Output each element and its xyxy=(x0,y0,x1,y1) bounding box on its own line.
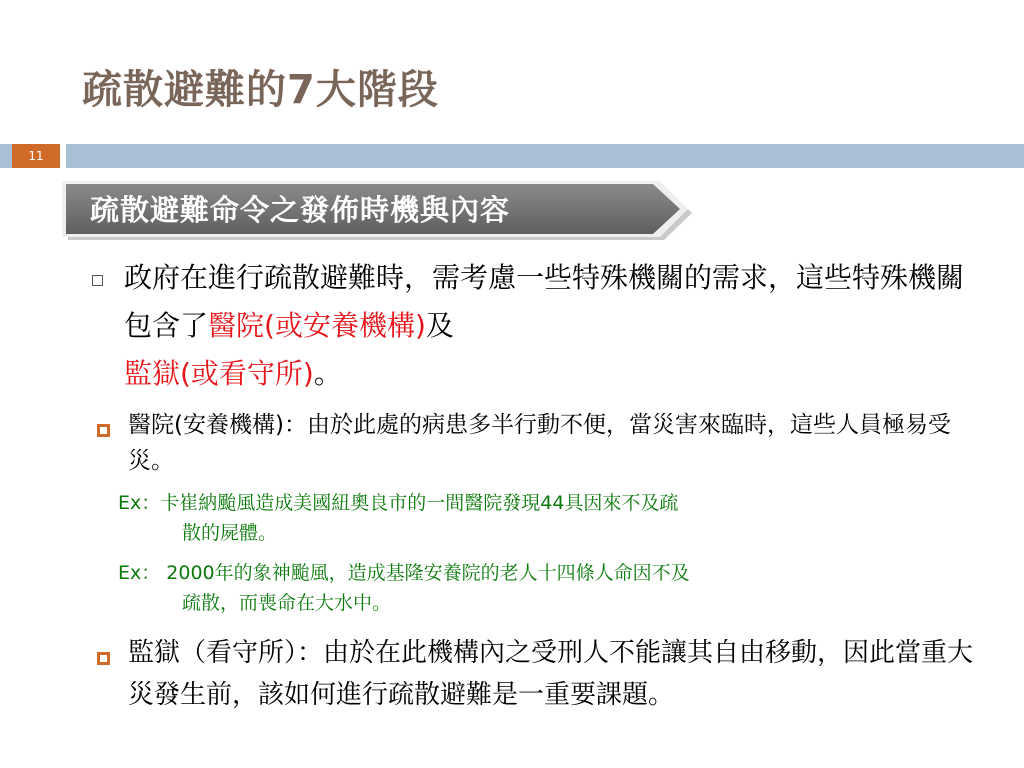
header-bar-left xyxy=(0,144,12,168)
example-2-line2: 疏散，而喪命在大水中。 xyxy=(182,592,392,614)
slide-title: 疏散避難的7大階段 xyxy=(82,67,439,113)
bullet-main-text-a: 政府在進行疏散避難時，需考慮一些特殊機關的需求，這些特殊機關包含了 xyxy=(124,261,965,342)
sub-bullet-prison: 監獄（看守所）：由於在此機構內之受刑人不能讓其自由移動，因此當重大災發生前，該如何進行疏散避難是一重要課題。 xyxy=(128,638,974,710)
example-2-line1: Ex： 2000年的象神颱風，造成基隆安養院的老人十四條人命因不及 xyxy=(118,562,690,584)
example-1-line1: Ex：卡崔納颱風造成美國紐奧良市的一間醫院發現44具因來不及疏 xyxy=(118,492,679,514)
bullet-main-text xyxy=(124,254,970,398)
slide-number-label: 11 xyxy=(28,149,44,163)
square-bullet-icon xyxy=(92,275,103,286)
bullet-main-text-b: 及 xyxy=(425,309,454,342)
sub-bullet-hospital: 醫院(安養機構)：由於此處的病患多半行動不便，當災害來臨時，這些人員極易受災。 xyxy=(128,412,951,474)
highlight-prison: 監獄(或看守所) xyxy=(124,357,314,390)
header-bar-right xyxy=(66,144,1024,168)
orange-square-bullet-icon xyxy=(97,424,110,437)
bullet-main-text-c: 。 xyxy=(313,357,342,390)
orange-square-bullet-icon xyxy=(97,652,110,665)
highlight-hospital: 醫院(或安養機構) xyxy=(208,309,426,342)
section-banner-label: 疏散避難命令之發佈時機與內容 xyxy=(90,193,511,227)
example-2 xyxy=(118,558,978,618)
example-1-line2: 散的屍體。 xyxy=(182,522,278,544)
example-1 xyxy=(118,488,978,548)
slide-number xyxy=(12,144,60,168)
